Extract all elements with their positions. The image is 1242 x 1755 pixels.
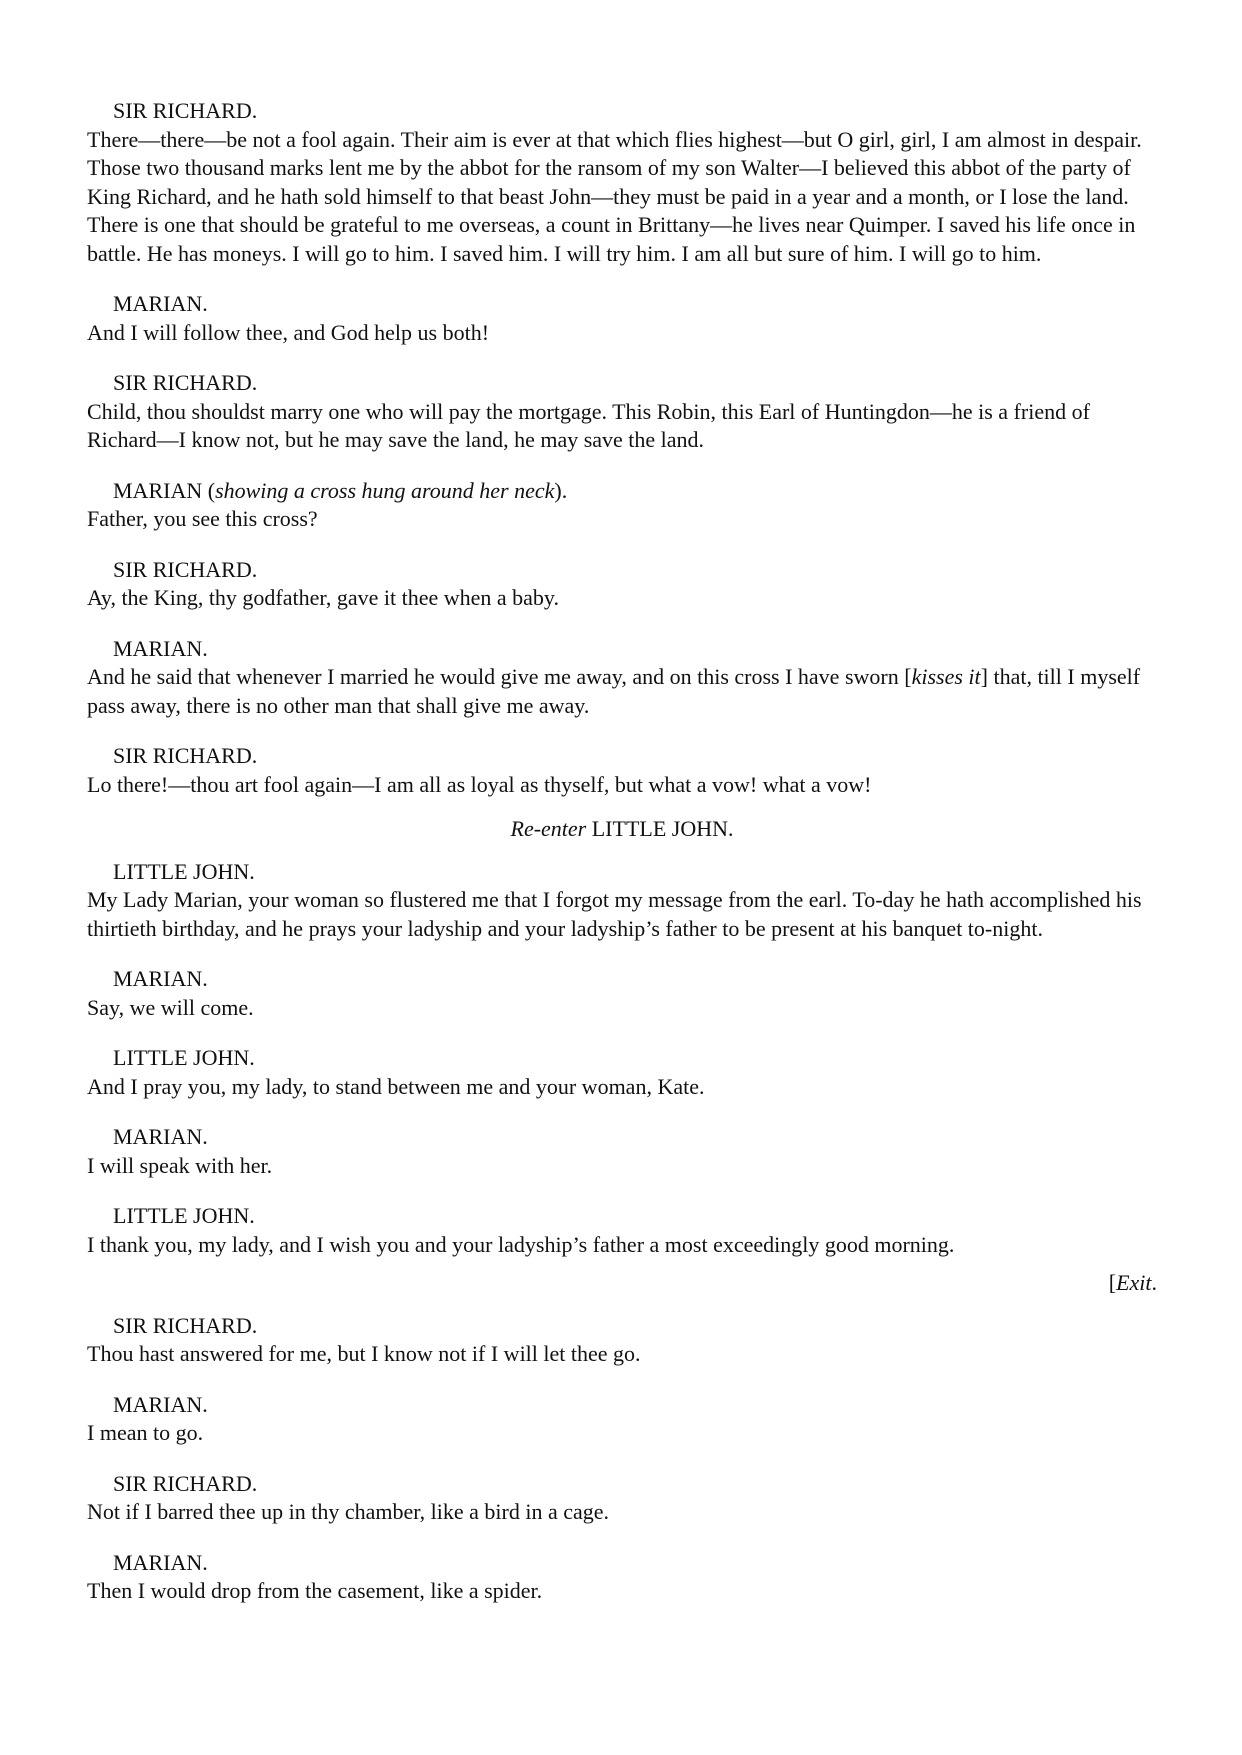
speech-text: And I will follow thee, and God help us both! [87, 319, 490, 345]
speaker-name: LITTLE JOHN. [113, 1045, 255, 1070]
speech-block [87, 1391, 1157, 1448]
speech-text [87, 663, 1157, 720]
speech-block [87, 1312, 1157, 1369]
speech-text: My Lady Marian, your woman so flustered me that I forgot my message from the earl. To-day he hath accomplished his thirtieth birthday, and he prays your ladyship and your ladyship’s father to be present at his banquet to-night. [87, 887, 1142, 941]
speaker-name-text: MARIAN ( [113, 477, 216, 503]
speech-block [87, 290, 1157, 347]
speech-block [87, 477, 1157, 534]
exit-word: Exit [1116, 1270, 1152, 1295]
speech-block [87, 556, 1157, 613]
speech-block [87, 1470, 1157, 1527]
speech-text: Not if I barred thee up in thy chamber, like a bird in a cage. [87, 1499, 610, 1524]
speaker-name: SIR RICHARD. [113, 1470, 258, 1496]
speaker-name: MARIAN. [113, 1124, 208, 1149]
speech-text: Then I would drop from the casement, like a spider. [87, 1578, 543, 1603]
speech-block [87, 97, 1157, 268]
speech-block [87, 858, 1157, 944]
speech-text: Say, we will come. [87, 994, 254, 1020]
speech-block [87, 742, 1157, 799]
speaker-name: LITTLE JOHN. [113, 858, 255, 884]
speaker-name [87, 477, 1157, 506]
speaker-name: SIR RICHARD. [113, 556, 258, 582]
speaker-name: SIR RICHARD. [113, 743, 258, 768]
exit-direction [87, 1269, 1157, 1298]
speech-text: Father, you see this cross? [87, 506, 318, 531]
speaker-name: SIR RICHARD. [113, 1312, 258, 1338]
speaker-name: SIR RICHARD. [113, 370, 258, 395]
stage-direction [87, 815, 1157, 844]
speaker-name: MARIAN. [113, 966, 208, 991]
speaker-name: MARIAN. [113, 1549, 208, 1575]
speech-text: I will speak with her. [87, 1152, 273, 1178]
speaker-name: LITTLE JOHN. [113, 1203, 255, 1228]
speech-text-part: And he said that whenever I married he would give me away, and on this cross I have sworn [ [87, 664, 912, 689]
speaker-name-end: ). [554, 477, 568, 503]
speaker-name: MARIAN. [113, 1391, 208, 1417]
speaker-name: MARIAN. [113, 291, 208, 316]
speaker-name: MARIAN. [113, 635, 208, 661]
stage-direction-text: LITTLE JOHN. [586, 816, 734, 841]
speech-text: Child, thou shouldst marry one who will pay the mortgage. This Robin, this Earl of Huntingdon—he is a friend of Richard—I know not, but he may save the land, he may save the land. [87, 398, 1090, 452]
speech-block [87, 1044, 1157, 1101]
speech-text: And I pray you, my lady, to stand between me and your woman, Kate. [87, 1073, 705, 1099]
stage-direction-inline: showing a cross hung around her neck [215, 477, 555, 503]
speech-text: Lo there!—thou art fool again—I am all as loyal as thyself, but what a vow! what a vow! [87, 771, 872, 797]
speech-text: Ay, the King, thy godfather, gave it thee when a baby. [87, 585, 559, 610]
stage-direction-inline: kisses it [911, 664, 981, 689]
speaker-name: SIR RICHARD. [113, 98, 258, 123]
document-page [87, 97, 1157, 1628]
speech-text: I thank you, my lady, and I wish you and your ladyship’s father a most exceedingly good morning. [87, 1231, 955, 1257]
speech-text: Thou hast answered for me, but I know not if I will let thee go. [87, 1341, 641, 1366]
speech-block [87, 1549, 1157, 1606]
stage-direction-italic: Re-enter [510, 816, 587, 841]
speech-block [87, 1123, 1157, 1180]
speech-text: There—there—be not a fool again. Their aim is ever at that which flies highest—but O girl, girl, I am almost in despair. Those two thousand marks lent me by the abbot for the ransom of my son Walter—I believed this abbot of the party of King Richard, and he hath sold himself to that beast John—they must be paid in a year and a month, or I lose the land. There is one that should be grateful to me overseas, a count in Brittany—he lives near Quimper. I saved his life once in battle. He has moneys. I will go to him. I saved him. I will try him. I am all but sure of him. I will go to him. [87, 126, 1142, 266]
speech-block [87, 1202, 1157, 1259]
speech-text-part: ] that, till I myself pass away, there is no other man that shall give me away. [87, 664, 1141, 718]
speech-block [87, 965, 1157, 1022]
speech-block [87, 635, 1157, 721]
exit-bracket: [ [1108, 1270, 1117, 1295]
exit-period: . [1151, 1270, 1157, 1295]
speech-block [87, 369, 1157, 455]
speech-text: I mean to go. [87, 1420, 204, 1445]
